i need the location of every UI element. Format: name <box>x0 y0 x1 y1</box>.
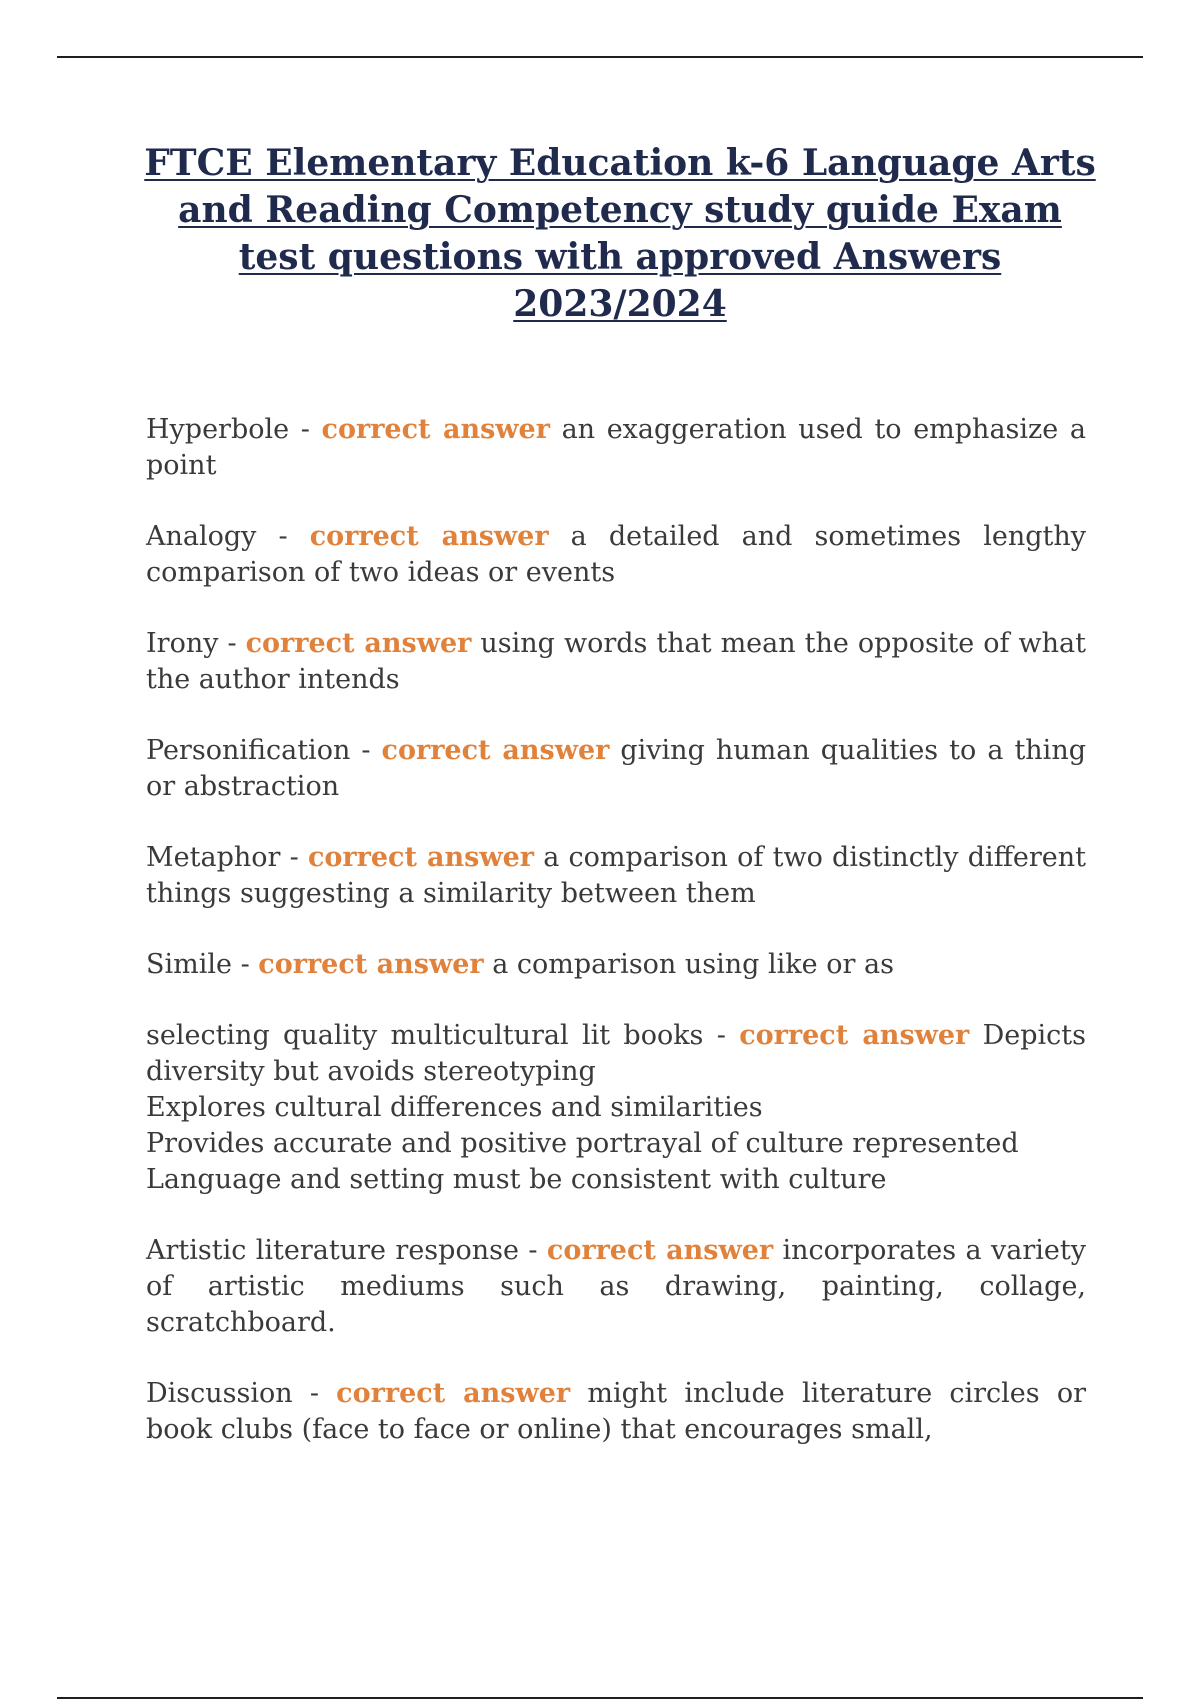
entry-hyperbole <box>146 412 1086 484</box>
entry-simile <box>146 947 1086 983</box>
bottom-divider <box>57 1697 1143 1699</box>
entry-term: Personification - <box>146 735 382 766</box>
top-divider <box>57 56 1143 58</box>
entry-definition: incorporates a variety of artistic mediums such as drawing, painting, collage, scratchboard. <box>146 1235 1086 1338</box>
entry-definition: using words that mean the opposite of what the author intends <box>146 628 1086 695</box>
correct-answer-label: correct answer <box>245 628 472 659</box>
study-guide-body <box>146 412 1086 1483</box>
entry-analogy <box>146 519 1086 591</box>
entry-definition: a comparison using like or as <box>483 949 894 980</box>
entry-definition: an exaggeration used to emphasize a point <box>146 414 1086 481</box>
entry-definition: a detailed and sometimes lengthy comparison of two ideas or events <box>146 521 1086 588</box>
entry-discussion <box>146 1376 1086 1448</box>
entry-extra-line: Provides accurate and positive portrayal of culture represented <box>146 1128 1019 1159</box>
correct-answer-label: correct answer <box>309 521 549 552</box>
correct-answer-label: correct answer <box>321 414 550 445</box>
entry-definition: might include literature circles or book clubs (face to face or online) that encourages small, <box>146 1378 1086 1445</box>
entry-extra-line: Language and setting must be consistent with culture <box>146 1164 887 1195</box>
entry-metaphor <box>146 840 1086 912</box>
entry-term: Artistic literature response - <box>146 1235 547 1266</box>
entry-definition: a comparison of two distinctly different things suggesting a similarity between them <box>146 842 1086 909</box>
entry-term: Metaphor - <box>146 842 308 873</box>
entry-term: Simile - <box>146 949 259 980</box>
entry-term: Irony - <box>146 628 246 659</box>
document-title: FTCE Elementary Education k-6 Language Arts and Reading Competency study guide Exam test questions with approved Answers 2023/2024 <box>144 142 1096 325</box>
entry-artistic-response <box>146 1233 1086 1341</box>
entry-term: Hyperbole - <box>146 414 322 445</box>
correct-answer-label: correct answer <box>546 1235 774 1266</box>
correct-answer-label: correct answer <box>307 842 534 873</box>
correct-answer-label: correct answer <box>258 949 484 980</box>
entry-definition: giving human qualities to a thing or abstraction <box>146 735 1086 802</box>
entry-term: Analogy - <box>146 521 310 552</box>
correct-answer-label: correct answer <box>336 1378 571 1409</box>
entry-personification <box>146 733 1086 805</box>
entry-irony <box>146 626 1086 698</box>
correct-answer-label: correct answer <box>739 1020 970 1051</box>
entry-definition: Depicts diversity but avoids stereotyping <box>146 1020 1086 1087</box>
entry-term: selecting quality multicultural lit books - <box>146 1020 740 1051</box>
entry-extra-line: Explores cultural differences and similarities <box>146 1092 763 1123</box>
entry-term: Discussion - <box>146 1378 337 1409</box>
entry-multicultural-books <box>146 1018 1086 1198</box>
correct-answer-label: correct answer <box>381 735 610 766</box>
